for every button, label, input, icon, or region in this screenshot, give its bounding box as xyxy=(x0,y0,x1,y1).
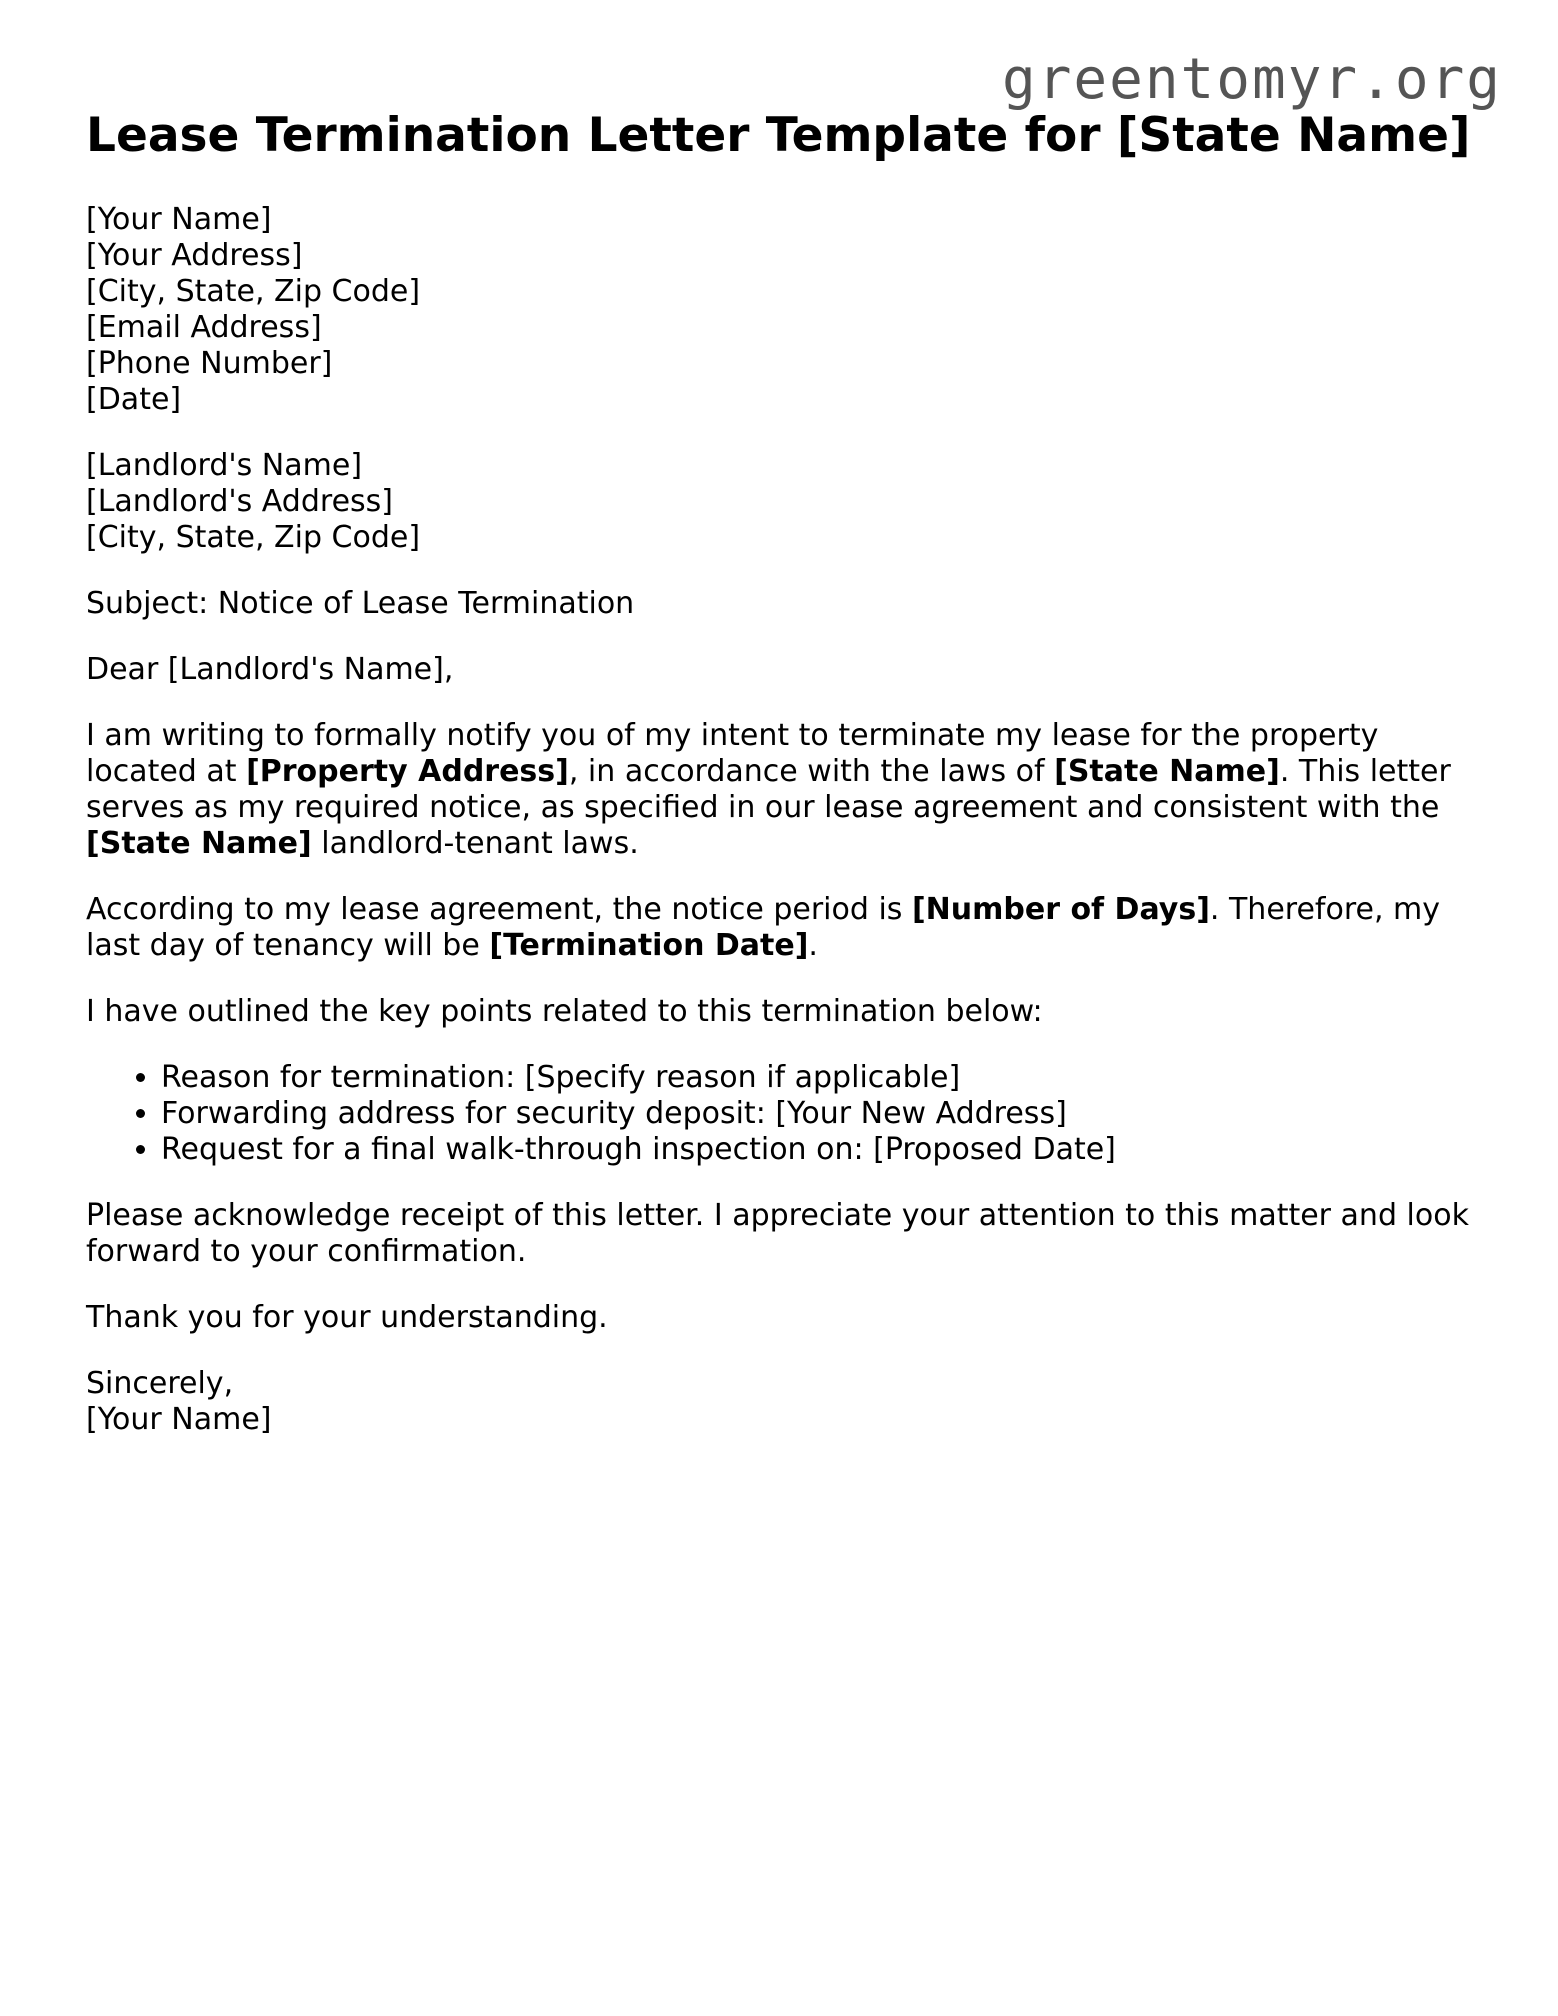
letter-document xyxy=(86,108,1486,1438)
thanks-line: Thank you for your understanding. xyxy=(86,1300,608,1335)
recipient-city-state-zip: [City, State, Zip Code] xyxy=(86,520,421,555)
sender-address: [Your Address] xyxy=(86,238,303,273)
paragraph-notice-text-3: . xyxy=(808,928,818,963)
subject-line: Subject: Notice of Lease Termination xyxy=(86,586,635,621)
signature-name: [Your Name] xyxy=(86,1402,272,1437)
paragraph-intent-text-2: , in accordance with the laws of xyxy=(568,754,1055,789)
paragraph-notice-text-1: According to my lease agreement, the notice period is xyxy=(86,892,912,927)
watermark: greentomyr.org xyxy=(1001,47,1502,112)
letter-date: [Date] xyxy=(86,382,182,417)
sender-city-state-zip: [City, State, Zip Code] xyxy=(86,274,421,309)
property-address-placeholder: [Property Address] xyxy=(246,754,569,789)
paragraph-notice-text-2: . Therefore, my last day of tenancy will be xyxy=(86,892,1441,963)
state-name-placeholder-2: [State Name] xyxy=(86,826,312,861)
list-item: • Forwarding address for security deposit: [Your New Address] xyxy=(161,1096,1486,1132)
number-of-days-placeholder: [Number of Days] xyxy=(911,892,1210,927)
recipient-name: [Landlord's Name] xyxy=(86,448,363,483)
key-points-list xyxy=(86,1060,1486,1168)
sender-email: [Email Address] xyxy=(86,310,322,345)
recipient-address: [Landlord's Address] xyxy=(86,484,393,519)
paragraph-intent xyxy=(86,718,1486,862)
closing-block xyxy=(86,1366,1486,1438)
list-item: • Request for a final walk-through inspection on: [Proposed Date] xyxy=(161,1132,1486,1168)
state-name-placeholder: [State Name] xyxy=(1054,754,1280,789)
paragraph-intent-text-1: I am writing to formally notify you of my intent to terminate my lease for the property located at xyxy=(86,718,1379,789)
termination-date-placeholder: [Termination Date] xyxy=(489,928,809,963)
salutation: Dear [Landlord's Name], xyxy=(86,652,454,687)
paragraph-intent-text-3: . This letter serves as my required notice, as specified in our lease agreement and consistent with the xyxy=(86,754,1451,825)
recipient-block xyxy=(86,448,1486,556)
page-title: Lease Termination Letter Template for [State Name] xyxy=(86,108,1471,163)
points-intro: I have outlined the key points related to this termination below: xyxy=(86,994,1043,1029)
paragraph-notice-period xyxy=(86,892,1486,964)
closing: Sincerely, xyxy=(86,1366,234,1401)
sender-block xyxy=(86,202,1486,418)
list-item: • Reason for termination: [Specify reason if applicable] xyxy=(161,1060,1486,1096)
paragraph-acknowledge: Please acknowledge receipt of this letter. I appreciate your attention to this matter and look forward to your confirmation. xyxy=(86,1198,1469,1269)
sender-phone: [Phone Number] xyxy=(86,346,333,381)
sender-name: [Your Name] xyxy=(86,202,272,237)
paragraph-intent-text-4: landlord-tenant laws. xyxy=(311,826,639,861)
